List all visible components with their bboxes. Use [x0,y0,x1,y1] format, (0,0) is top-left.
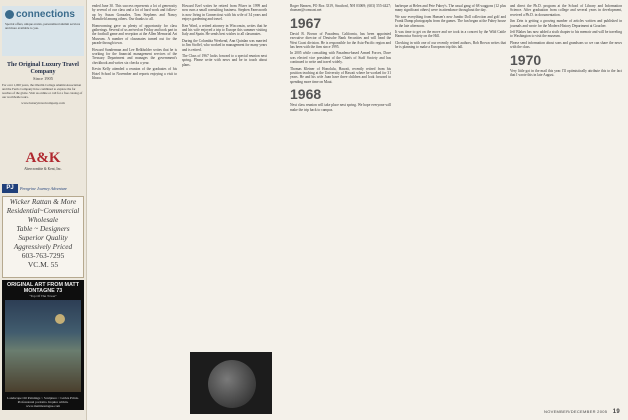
column-5-paragraph: Jeff Blakes has now added a sixth chapter to his memoir and will be traveling to Washington to visit the museum. [510,30,622,39]
wicker-line-5: Superior Quality [18,233,68,242]
page-footer [520,409,620,415]
wicker-line-4: Table ~ Designers [16,224,70,233]
text-column-5 [510,4,622,79]
column-4-paragraph: barbeque at Helen and Pete Fahey's. The usual gang of 68 waggons (12 plus many significant others) were in attendance throughout the day. [395,4,506,13]
column-3-paragraph: David B. Brown of Pasadena, California, has been appointed executive director of Deutsche Bank Securities and will head the West Coast division. He is responsible for the Asia-Pacific region and has been with the firm since 1995. [290,31,391,50]
issue-date: NOVEMBER/DECEMBER 2005 [544,409,608,414]
column-1-paragraph: Homecoming gave us plenty of opportunity for class gatherings. Several of us arrived on Friday and took part in the football game and reception at the Allen Memorial Art Museum. A number of classmates turned out for the parade through town. [92,23,177,46]
class-year-heading: 1970 [510,51,542,68]
column-1-paragraph: Howard Sunderman and Lee Belkholder writes that he is working for the financial management services of the Treasury Department and manages the government's checkbook and writes six checks a year. [92,47,177,65]
peregrine-ad[interactable] [2,182,84,194]
ak-name: Abercrombie & Kent, Inc. [24,167,62,171]
column-5-paragraph: and direct the Ph.D. program at the School of Library and Information Science. After graduation from college and several years in development, received a Ph.D. in documentation. [510,4,622,17]
wicker-initials: VC.M. 55 [27,260,59,269]
painting-sun-shape [55,314,65,324]
original-art-title: ORIGINAL ART FROM MATT MONTAGNE 73 [6,282,80,294]
page-number: 19 [612,409,620,415]
column-2-paragraph: Ken Ward, a retired attorney in Wisconsin, writes that he and his wife enjoyed a trip to Europe this summer visiting Italy and Spain. He sends best wishes to all classmates. [182,23,267,37]
column-3-paragraph: Next class reunion will take place next spring. We hope everyone will make the trip back to campus. [290,103,391,112]
wicker-line-2: Residential~Commercial [6,206,80,215]
portrait-figure [208,360,256,408]
class-year-heading: 1968 [290,86,322,103]
column-1-paragraph: ended June 30. This success represents a lot of generosity by several of our class and a lot of hard work and follow-up by Susan Gonzalez, Tom Stephens and Nancy Mansfield among others. Our thanks to all. [92,4,177,22]
travel-ad-text: For over 1,000 years, the Oberlin College Alumni Association and the Ferris Company have combined to explore the far reaches of the globe. Visit us online or call for a free catalog of our worldwide tours. [2,83,83,99]
abercrombie-kent-ad[interactable] [2,150,84,180]
column-1-paragraph: Kevin Kelly attended a reunion of the graduates of his Hotel School in November and reports enjoying a visit to Ithaca. [92,67,177,81]
column-2-paragraph: Howard Ezel writes he retired from Pfizer in 1999 and now runs a small consulting business. Stephen Farnsworth is now living in Connecticut with his wife of 34 years and enjoys gardening and travel. [182,4,267,22]
wicker-line-3: Wholesale [27,215,59,224]
column-3-paragraph: In 2005 while consulting with Pasadena-based Armed Forces, Dave was elected vice president of the Chiefs of Staff Society and has continued to write and travel widely. [290,51,391,65]
travel-ad-title: The Original Luxury Travel Company [7,62,79,75]
ak-logo: A&K [25,150,61,166]
pj-logo: PJ [2,184,18,193]
column-2-paragraph: During the Columbia Weekend, Ann Quinlan was married to Jim Stoffel, who worked in management for many years and is retired. [182,38,267,52]
pj-name: Peregrine Journey Adventure [20,185,67,191]
column-4-paragraph: It was time to get on the move and we took in a concert by the Wild Cattle Harmonica Society on the Hill. [395,30,506,39]
class-correspondent: Roger Hansen, PO Box 3319, Stratford, NH 03069; (603) 555-4427; rhansen@comcast.net [290,4,391,13]
original-art-ad[interactable] [2,280,84,410]
wicker-phone: 603-763-7295 [21,251,65,260]
connections-ad[interactable] [2,6,84,56]
original-art-caption: "Top Of The Tower" [29,294,57,298]
column-4-paragraph: We saw everything from Hansen's new Jumbo Doll collection and golf and Frank Dump photographs from the games. The fun began at the Fahey house in the late afternoon. [395,14,506,28]
travel-ad-since: Since 1905 [32,76,54,81]
painting-image [5,300,81,392]
original-art-footer: Landscape Oil Paintings ~ Sculpture ~ Giclée Prints. Professional portraits. Inquire within. www.mattmontagne.com [7,396,79,408]
advertisement-column [0,0,87,420]
column-4-paragraph: Checking in with one of our recently retired authors, Bob Brown writes that he is planning to make a European trip this fall. [395,40,506,50]
class-year-heading: 1967 [290,14,322,31]
text-column-1 [92,4,177,83]
connections-text: Special offers, unique events, personalized alumni services and more available to you. [5,22,81,30]
text-column-4 [395,4,506,52]
luxury-travel-ad[interactable] [2,62,84,154]
connections-logo: connections [16,9,75,20]
column-2-paragraph: The Class of 1967 looks forward to a special reunion next spring. Please write with news and be in touch about plans. [182,54,267,67]
column-3-paragraph: Thomas Kleiner of Honolulu, Hawaii, recently retired from his position teaching at the University of Hawaii where he worked for 31 years. He and his wife Joan have three children and look forward to spending more time on Maui. [290,66,391,84]
connections-logo-icon [5,10,14,19]
column-5-paragraph: Jim Zein is getting a growing number of articles written and published in journals and wrote for the Modern History Department at Goucher. [510,19,622,28]
column-5-paragraph: Please send information about sons and grandsons so we can share the news with the class. [510,40,622,50]
classmate-photo [190,352,272,414]
wicker-rattan-ad[interactable] [2,196,84,278]
text-column-3 [290,4,391,114]
wicker-line-6: Aggressively Priced [13,242,73,251]
column-5-paragraph: Very little got in the mail this year. I'll optimistically attribute this to the fact that I wrote this in late August. [510,68,622,78]
travel-ad-url[interactable]: www.luxurytravelcompany.com [21,101,65,105]
wicker-line-1: Wicker Rattan & More [9,197,77,206]
text-column-2 [182,4,267,69]
